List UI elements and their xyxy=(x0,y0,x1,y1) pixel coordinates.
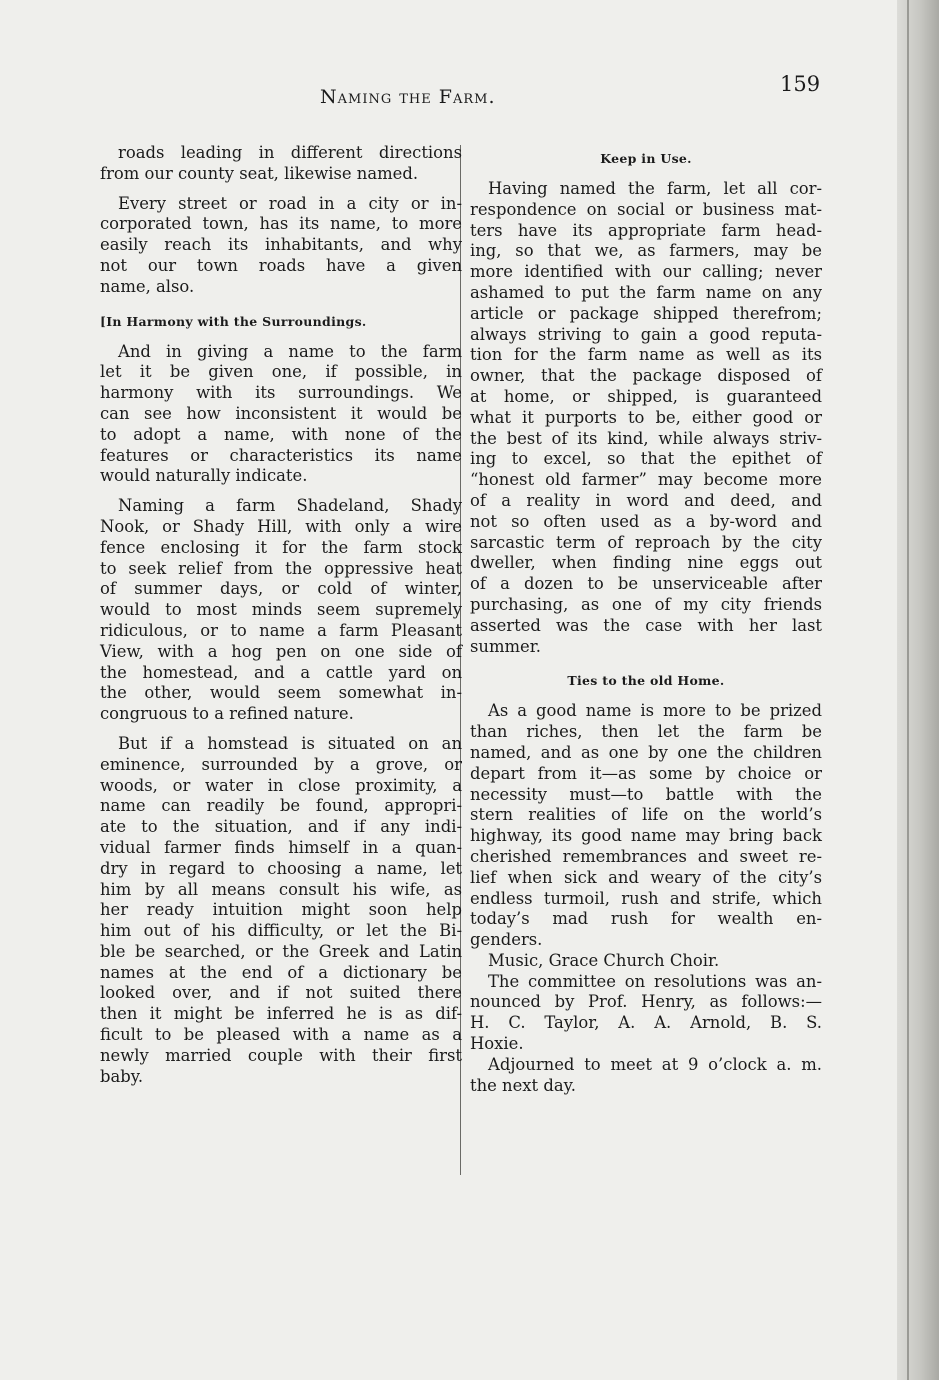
text-line: respondence on social or business mat- xyxy=(470,199,822,219)
text-line: ble be searched, or the Greek and Latin xyxy=(100,941,462,961)
text-line: nounced by Prof. Henry, as follows:— xyxy=(470,992,822,1012)
text-line: can see how inconsistent it would be xyxy=(100,403,462,423)
text-line: looked over, and if not suited there xyxy=(100,983,462,1003)
text-line: always striving to gain a good reputa- xyxy=(470,324,822,344)
text-line: The committee on resolutions was an- xyxy=(488,971,822,991)
text-line: sarcastic term of reproach by the city xyxy=(470,532,822,552)
text-line: to seek relief from the oppressive heat xyxy=(100,558,462,578)
text-line: features or characteristics its name xyxy=(100,445,462,465)
text-line: him by all means consult his wife, as xyxy=(100,879,462,899)
page-edge-line xyxy=(907,0,909,1380)
text-line: newly married couple with their first xyxy=(100,1045,462,1065)
running-head: Naming the Farm. xyxy=(320,86,496,108)
right-column xyxy=(470,135,822,1096)
section-heading: [In Harmony with the Surroundings. xyxy=(100,313,367,329)
text-line: vidual farmer finds himself in a quan- xyxy=(100,837,462,857)
text-line: Adjourned to meet at 9 o’clock a. m. xyxy=(488,1054,822,1074)
paragraph xyxy=(100,143,462,185)
paragraph xyxy=(100,194,462,298)
text-line: congruous to a refined nature. xyxy=(100,704,354,724)
text-line: ing, so that we, as farmers, may be xyxy=(470,241,822,261)
text-line: “honest old farmer” may become more xyxy=(470,470,822,490)
text-line: harmony with its surroundings. We xyxy=(100,383,462,403)
text-line: the next day. xyxy=(470,1075,576,1095)
text-line: corporated town, has its name, to more xyxy=(100,214,462,234)
text-line: would naturally indicate. xyxy=(100,466,308,486)
text-line: would to most minds seem supremely xyxy=(100,600,462,620)
text-line: to adopt a name, with none of the xyxy=(100,424,462,444)
paragraph xyxy=(470,972,822,1055)
text-line: tion for the farm name as well as its xyxy=(470,345,822,365)
text-line: summer. xyxy=(470,636,541,656)
paragraph xyxy=(470,1055,822,1097)
section-heading: Keep in Use. xyxy=(600,151,692,166)
text-line: Hoxie. xyxy=(470,1034,524,1054)
text-line: names at the end of a dictionary be xyxy=(100,962,462,982)
text-line: As a good name is more to be prized xyxy=(488,701,822,721)
text-line: Having named the farm, let all cor- xyxy=(488,179,822,198)
paragraph xyxy=(100,734,462,1088)
page-number: 159 xyxy=(780,72,821,96)
text-line: dry in regard to choosing a name, let xyxy=(100,858,462,878)
paragraph xyxy=(100,496,462,725)
left-column xyxy=(100,143,462,1087)
text-line: from our county seat, likewise named. xyxy=(100,163,419,183)
text-line: easily reach its inhabitants, and why xyxy=(100,235,462,255)
text-line: eminence, surrounded by a grove, or xyxy=(100,754,462,774)
text-line: cherished remembrances and sweet re- xyxy=(470,846,822,866)
text-line: the other, would seem somewhat in- xyxy=(100,683,462,703)
text-line: article or package shipped therefrom; xyxy=(470,303,822,323)
text-line: Every street or road in a city or in- xyxy=(118,193,462,213)
text-line: ters have its appropriate farm head- xyxy=(470,220,822,240)
text-line: highway, its good name may bring back xyxy=(470,826,822,846)
text-line: what it purports to be, either good or xyxy=(470,407,822,427)
text-line: than riches, then let the farm be xyxy=(470,722,822,742)
paragraph xyxy=(470,179,822,657)
paragraph xyxy=(100,342,462,488)
text-line: not so often used as a by-word and xyxy=(470,511,822,531)
text-line: And in giving a name to the farm xyxy=(118,341,462,361)
text-line: name can readily be found, appropri- xyxy=(100,796,462,816)
text-line: of a dozen to be unserviceable after xyxy=(470,574,822,594)
text-line: let it be given one, if possible, in xyxy=(100,362,462,382)
text-line: genders. xyxy=(470,930,543,950)
text-line: necessity must—to battle with the xyxy=(470,784,822,804)
text-line: But if a homstead is situated on an xyxy=(118,733,462,753)
text-line: at home, or shipped, is guaranteed xyxy=(470,386,822,406)
text-line: of a reality in word and deed, and xyxy=(470,490,822,510)
text-line: name, also. xyxy=(100,276,195,296)
text-line: baby. xyxy=(100,1066,144,1086)
text-line: ashamed to put the farm name on any xyxy=(470,282,822,302)
text-line: ridiculous, or to name a farm Pleasant xyxy=(100,620,462,640)
paragraph xyxy=(470,951,822,972)
text-line: asserted was the case with her last xyxy=(470,615,822,635)
text-line: of summer days, or cold of winter, xyxy=(100,579,462,599)
text-line: then it might be inferred he is as dif- xyxy=(100,1004,462,1024)
text-line: fence enclosing it for the farm stock xyxy=(100,537,462,557)
section-heading: Ties to the old Home. xyxy=(567,673,725,689)
text-line: Naming a farm Shadeland, Shady xyxy=(118,496,462,516)
text-line: woods, or water in close proximity, a xyxy=(100,775,462,795)
text-line: Music, Grace Church Choir. xyxy=(488,950,720,970)
text-line: the homestead, and a cattle yard on xyxy=(100,662,462,682)
text-line: purchasing, as one of my city friends xyxy=(470,594,822,614)
text-line: him out of his difficulty, or let the Bi- xyxy=(100,921,462,941)
text-line: more identified with our calling; never xyxy=(470,262,822,282)
text-line: stern realities of life on the world’s xyxy=(470,805,822,825)
text-line: lief when sick and weary of the city’s xyxy=(470,867,822,887)
text-line: roads leading in different directions xyxy=(118,143,462,162)
text-line: depart from it—as some by choice or xyxy=(470,763,822,783)
text-line: owner, that the package disposed of xyxy=(470,366,822,386)
text-line: dweller, when finding nine eggs out xyxy=(470,553,822,573)
text-line: her ready intuition might soon help xyxy=(100,900,462,920)
text-line: the best of its kind, while always striv- xyxy=(470,428,822,448)
text-line: Nook, or Shady Hill, with only a wire xyxy=(100,516,462,536)
page-edge-shadow xyxy=(897,0,939,1380)
text-line: today’s mad rush for wealth en- xyxy=(470,909,822,929)
text-line: ate to the situation, and if any indi- xyxy=(100,817,462,837)
text-line: named, and as one by one the children xyxy=(470,742,822,762)
paragraph xyxy=(470,701,822,951)
text-line: not our town roads have a given xyxy=(100,255,462,275)
text-line: H. C. Taylor, A. A. Arnold, B. S. xyxy=(470,1013,822,1033)
text-line: View, with a hog pen on one side of xyxy=(100,641,462,661)
text-line: endless turmoil, rush and strife, which xyxy=(470,888,822,908)
text-line: ing to excel, so that the epithet of xyxy=(470,449,822,469)
text-line: ficult to be pleased with a name as a xyxy=(100,1025,462,1045)
